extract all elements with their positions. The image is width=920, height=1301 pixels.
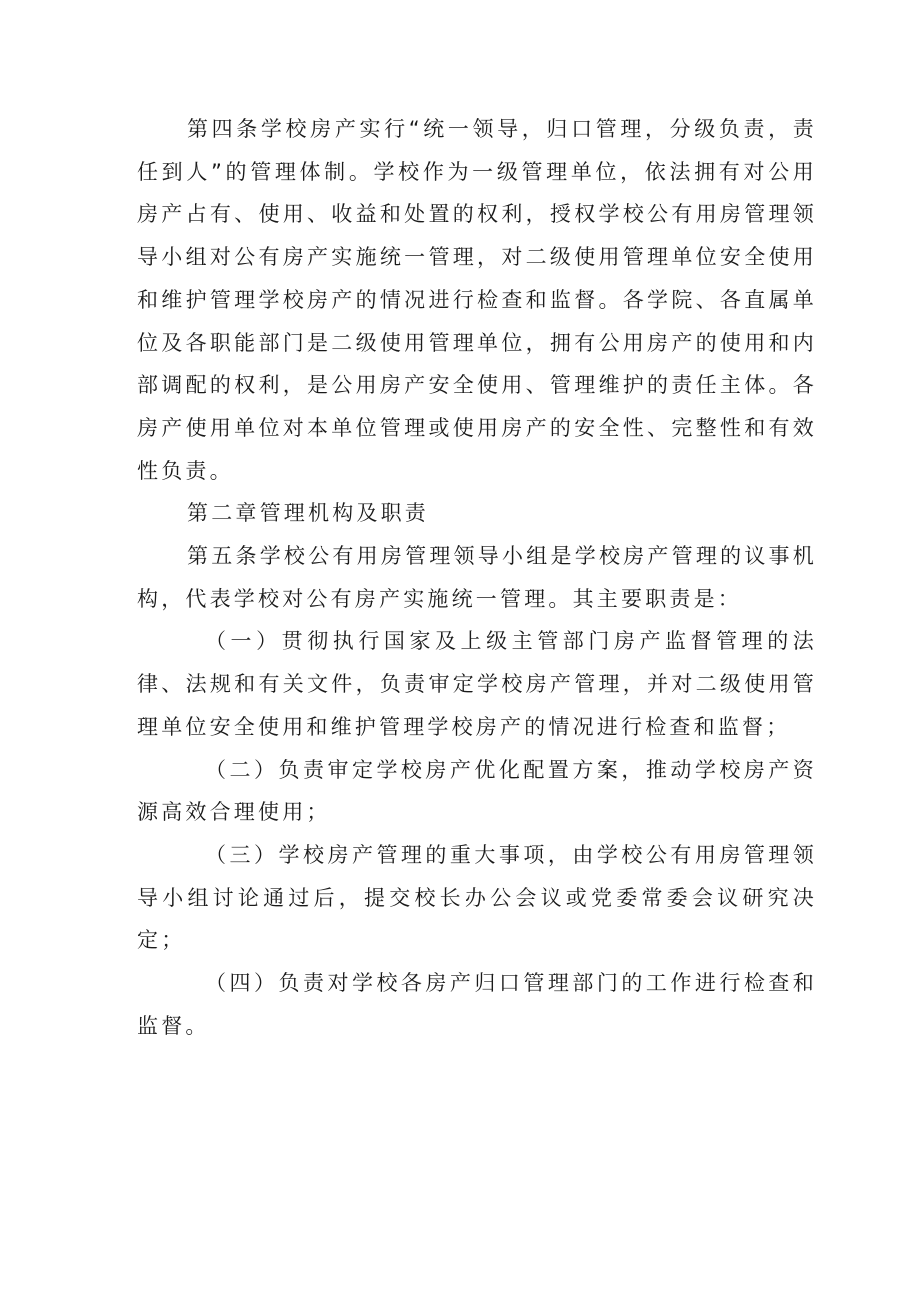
duty-item-3: （三）学校房产管理的重大事项，由学校公有用房管理领导小组讨论通过后，提交校长办公会议或党委常委会议研究决定； xyxy=(137,842,817,953)
article-4-paragraph: 第四条学校房产实行“统一领导，归口管理，分级负责，责任到人”的管理体制。学校作为一级管理单位，依法拥有对公用房产占有、使用、收益和处置的权利，授权学校公有用房管理领导小组对公有房产实施统一管理，对二级使用管理单位安全使用和维护管理学校房产的情况进行检查和监督。各学院、各直属单位及各职能部门是二级使用管理单位，拥有公用房产的使用和内部调配的权利，是公用房产安全使用、管理维护的责任主体。各房产使用单位对本单位管理或使用房产的安全性、完整性和有效性负责。 xyxy=(137,117,817,483)
chapter-2-heading: 第二章管理机构及职责 xyxy=(187,501,429,526)
duty-item-2: （二）负责审定学校房产优化配置方案，推动学校房产资源高效合理使用； xyxy=(137,757,817,825)
document-body xyxy=(137,108,817,1047)
duty-item-4: （四）负责对学校各房产归口管理部门的工作进行检查和监督。 xyxy=(137,971,817,1038)
article-5-paragraph: 第五条学校公有用房管理领导小组是学校房产管理的议事机构，代表学校对公有房产实施统一管理。其主要职责是： xyxy=(137,544,817,611)
duty-item-1: （一）贯彻执行国家及上级主管部门房产监督管理的法律、法规和有关文件，负责审定学校房产管理，并对二级使用管理单位安全使用和维护管理学校房产的情况进行检查和监督； xyxy=(137,629,817,739)
